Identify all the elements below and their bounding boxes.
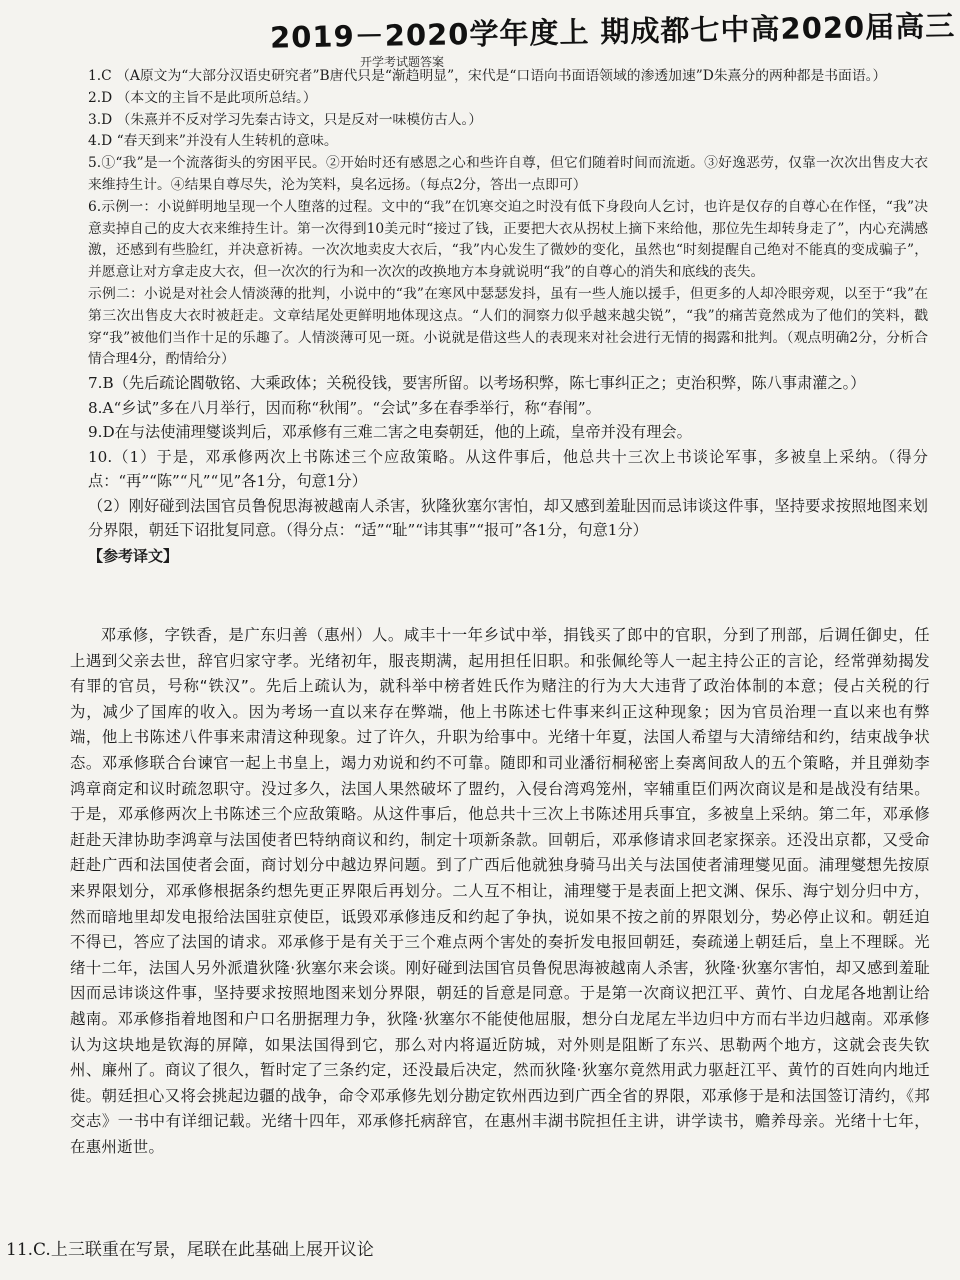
exam-subtitle: 开学考试题答案	[360, 55, 445, 69]
answer-list	[88, 66, 928, 569]
answer-1: 1.C （A原文为“大部分汉语史研究者”B唐代只是“渐趋明显”，宋代是“口语向书面语领域的渗透加速”D朱熹分的两种都是书面语。）	[88, 68, 887, 84]
handwritten-title: 2019－2020学年度上 期成都七中高2020届高三	[269, 8, 956, 55]
answer-4: 4.D “春天到来”并没有人生转机的意味。	[88, 133, 338, 150]
answer-8: 8.A“乡试”多在八月举行，因而称“秋闱”。“会试”多在春季举行，称“春闱”。	[88, 398, 601, 417]
answer-6-example-2: 示例二：小说是对社会人情淡薄的批判，小说中的“我”在寒风中瑟瑟发抖，虽有一些人施以援手，但更多的人却冷眼旁观，以至于“我”在第三次出售皮大衣时被赶走。文章结尾处更鲜明地体现这点。“人们的洞察力似乎越来越尖锐”，“我”的痛苦竟然成为了他们的笑料，戳穿“我”被他们当作十足的乐趣了。人情淡薄可见一斑。小说就是借这些人的表现来对社会进行无情的揭露和批判。（观点明确2分，分析合情合理4分，酌情给分）	[88, 285, 928, 368]
answer-10-2: （2）刚好碰到法国官员鲁倪思海被越南人杀害，狄隆狄塞尔害怕，却又感到羞耻因而忌讳谈这件事，坚持要求按照地图来划分界限，朝廷下诏批复同意。（得分点：“适”“耻”“讳其事”“报可”各1分，句意1分）	[88, 496, 928, 540]
answer-5: 5.①“我”是一个流落街头的穷困平民。②开始时还有感恩之心和些许自尊，但它们随着时间而流逝。③好逸恶劳，仅靠一次次出售皮大衣来维持生计。④结果自尊尽失，沦为笑料，臭名远扬。（每点2分，答出一点即可）	[88, 155, 928, 193]
reference-heading: 【参考译文】	[88, 546, 179, 565]
answer-11: 11.C.上三联重在写景，尾联在此基础上展开议论	[6, 1240, 374, 1260]
answer-9: 9.D在与法使浦理燮谈判后，邓承修有三难二害之电奏朝廷，他的上疏，皇帝并没有理会。	[88, 423, 692, 442]
answer-3: 3.D （朱熹并不反对学习先秦古诗文，只是反对一味模仿古人。）	[88, 111, 483, 128]
reference-translation: 邓承修，字铁香，是广东归善（惠州）人。咸丰十一年乡试中举，捐钱买了郎中的官职，分到了刑部，后调任御史，任上遇到父亲去世，辞官归家守孝。光绪初年，服丧期满，起用担任旧职。和张佩纶等人一起主持公正的言论，经常弹劾揭发有罪的官员，号称“铁汉”。先后上疏认为，就科举中榜者姓氏作为赌注的行为大大违背了政治体制的本意；侵占关税的行为，减少了国库的收入。因为考场一直以来存在弊端，他上书陈述七件事来纠正这种现象；因为官员治理一直以来也有弊端，他上书陈述八件事来肃清这种现象。过了许久，升职为给事中。光绪十年夏，法国人希望与大清缔结和约，结束战争状态。邓承修联合台谏官一起上书皇上，竭力劝说和约不可靠。随即和司业潘衍桐秘密上奏离间敌人的五个策略，并且弹劾李鸿章商定和议时疏忽职守。没过多久，法国人果然破坏了盟约，入侵台湾鸡笼州，宰辅重臣们两次商议是和是战没有结果。于是，邓承修两次上书陈述三个应敌策略。从这件事后，他总共十三次上书陈述用兵事宜，多被皇上采纳。第二年，邓承修赶赴天津协助李鸿章与法国使者巴特纳商议和约，制定十项新条款。回朝后，邓承修请求回老家探亲。还没出京都，又受命赶赴广西和法国使者会面，商讨划分中越边界问题。到了广西后他就独身骑马出关与法国使者浦理燮见面。浦理燮想先按原来界限划分，邓承修根据条约想先更正界限后再划分。二人互不相让，浦理燮于是表面上把文渊、保乐、海宁划分归中方，然而暗地里却发电报给法国驻京使臣，诋毁邓承修违反和约起了争执，说如果不按之前的界限划分，势必停止议和。朝廷迫不得已，答应了法国的请求。邓承修于是有关于三个难点两个害处的奏折发电报回朝廷，奏疏递上朝廷后，皇上不理睬。光绪十二年，法国人另外派遣狄隆·狄塞尔来会谈。刚好碰到法国官员鲁倪思海被越南人杀害，狄隆·狄塞尔害怕，却又感到羞耻因而忌讳谈这件事，坚持要求按照地图来划分界限，朝廷的旨意是同意。于是第一次商议把江平、黄竹、白龙尾各地割让给越南。邓承修指着地图和户口名册据理力争，狄隆·狄塞尔不能使他屈服，想分白龙尾左半边归中方而右半边归越南。邓承修认为这块地是钦海的屏障，如果法国得到它，那么对内将逼近防城，对外则是阻断了东兴、思勒两个地方，这就会丧失钦州、廉州了。商议了很久，暂时定了三条约定，还没最后决定，然而狄隆·狄塞尔竟然用武力驱赶江平、黄竹的百姓向内地迁徙。朝廷担心又将会挑起边疆的战争，命令邓承修先划分勘定钦州西边到广西全省的界限，邓承修于是和法国签订清约，《邦交志》一书中有详细记载。光绪十四年，邓承修托病辞官，在惠州丰湖书院担任主讲，讲学读书，赡养母亲。光绪十七年，在惠州逝世。	[70, 626, 930, 1156]
answer-10-1: 10.（1）于是，邓承修两次上书陈述三个应敌策略。从这件事后，他总共十三次上书谈论军事，多被皇上采纳。（得分点：“再”“陈”“凡”“见”各1分，句意1分）	[88, 447, 928, 491]
answer-7: 7.B（先后疏论閻敬铭、大乘政体；关税役钱，要害所留。以考场积弊，陈七事纠正之；吏治积弊，陈八事肃灌之。）	[88, 374, 866, 393]
answer-6-example-1: 6.示例一：小说鲜明地呈现一个人堕落的过程。文中的“我”在饥寒交迫之时没有低下身段向人乞讨，也许是仅存的自尊心在作怪，“我”决意卖掉自己的皮大衣来维持生计。第一次得到10美元时“接过了钱，正要把大衣从拐杖上摘下来给他，那位先生却转身走了”，内心充满感激，还感到有些脸红，并决意祈祷。一次次地卖皮大衣后，“我”内心发生了微妙的变化，虽然也“时刻提醒自己绝对不能真的变成骗子”，并愿意让对方拿走皮大衣，但一次次的行为和一次次的改换地方本身就说明“我”的自尊心的消失和底线的丧失。	[88, 198, 928, 281]
answer-2: 2.D （本文的主旨不是此项所总结。）	[88, 89, 317, 106]
